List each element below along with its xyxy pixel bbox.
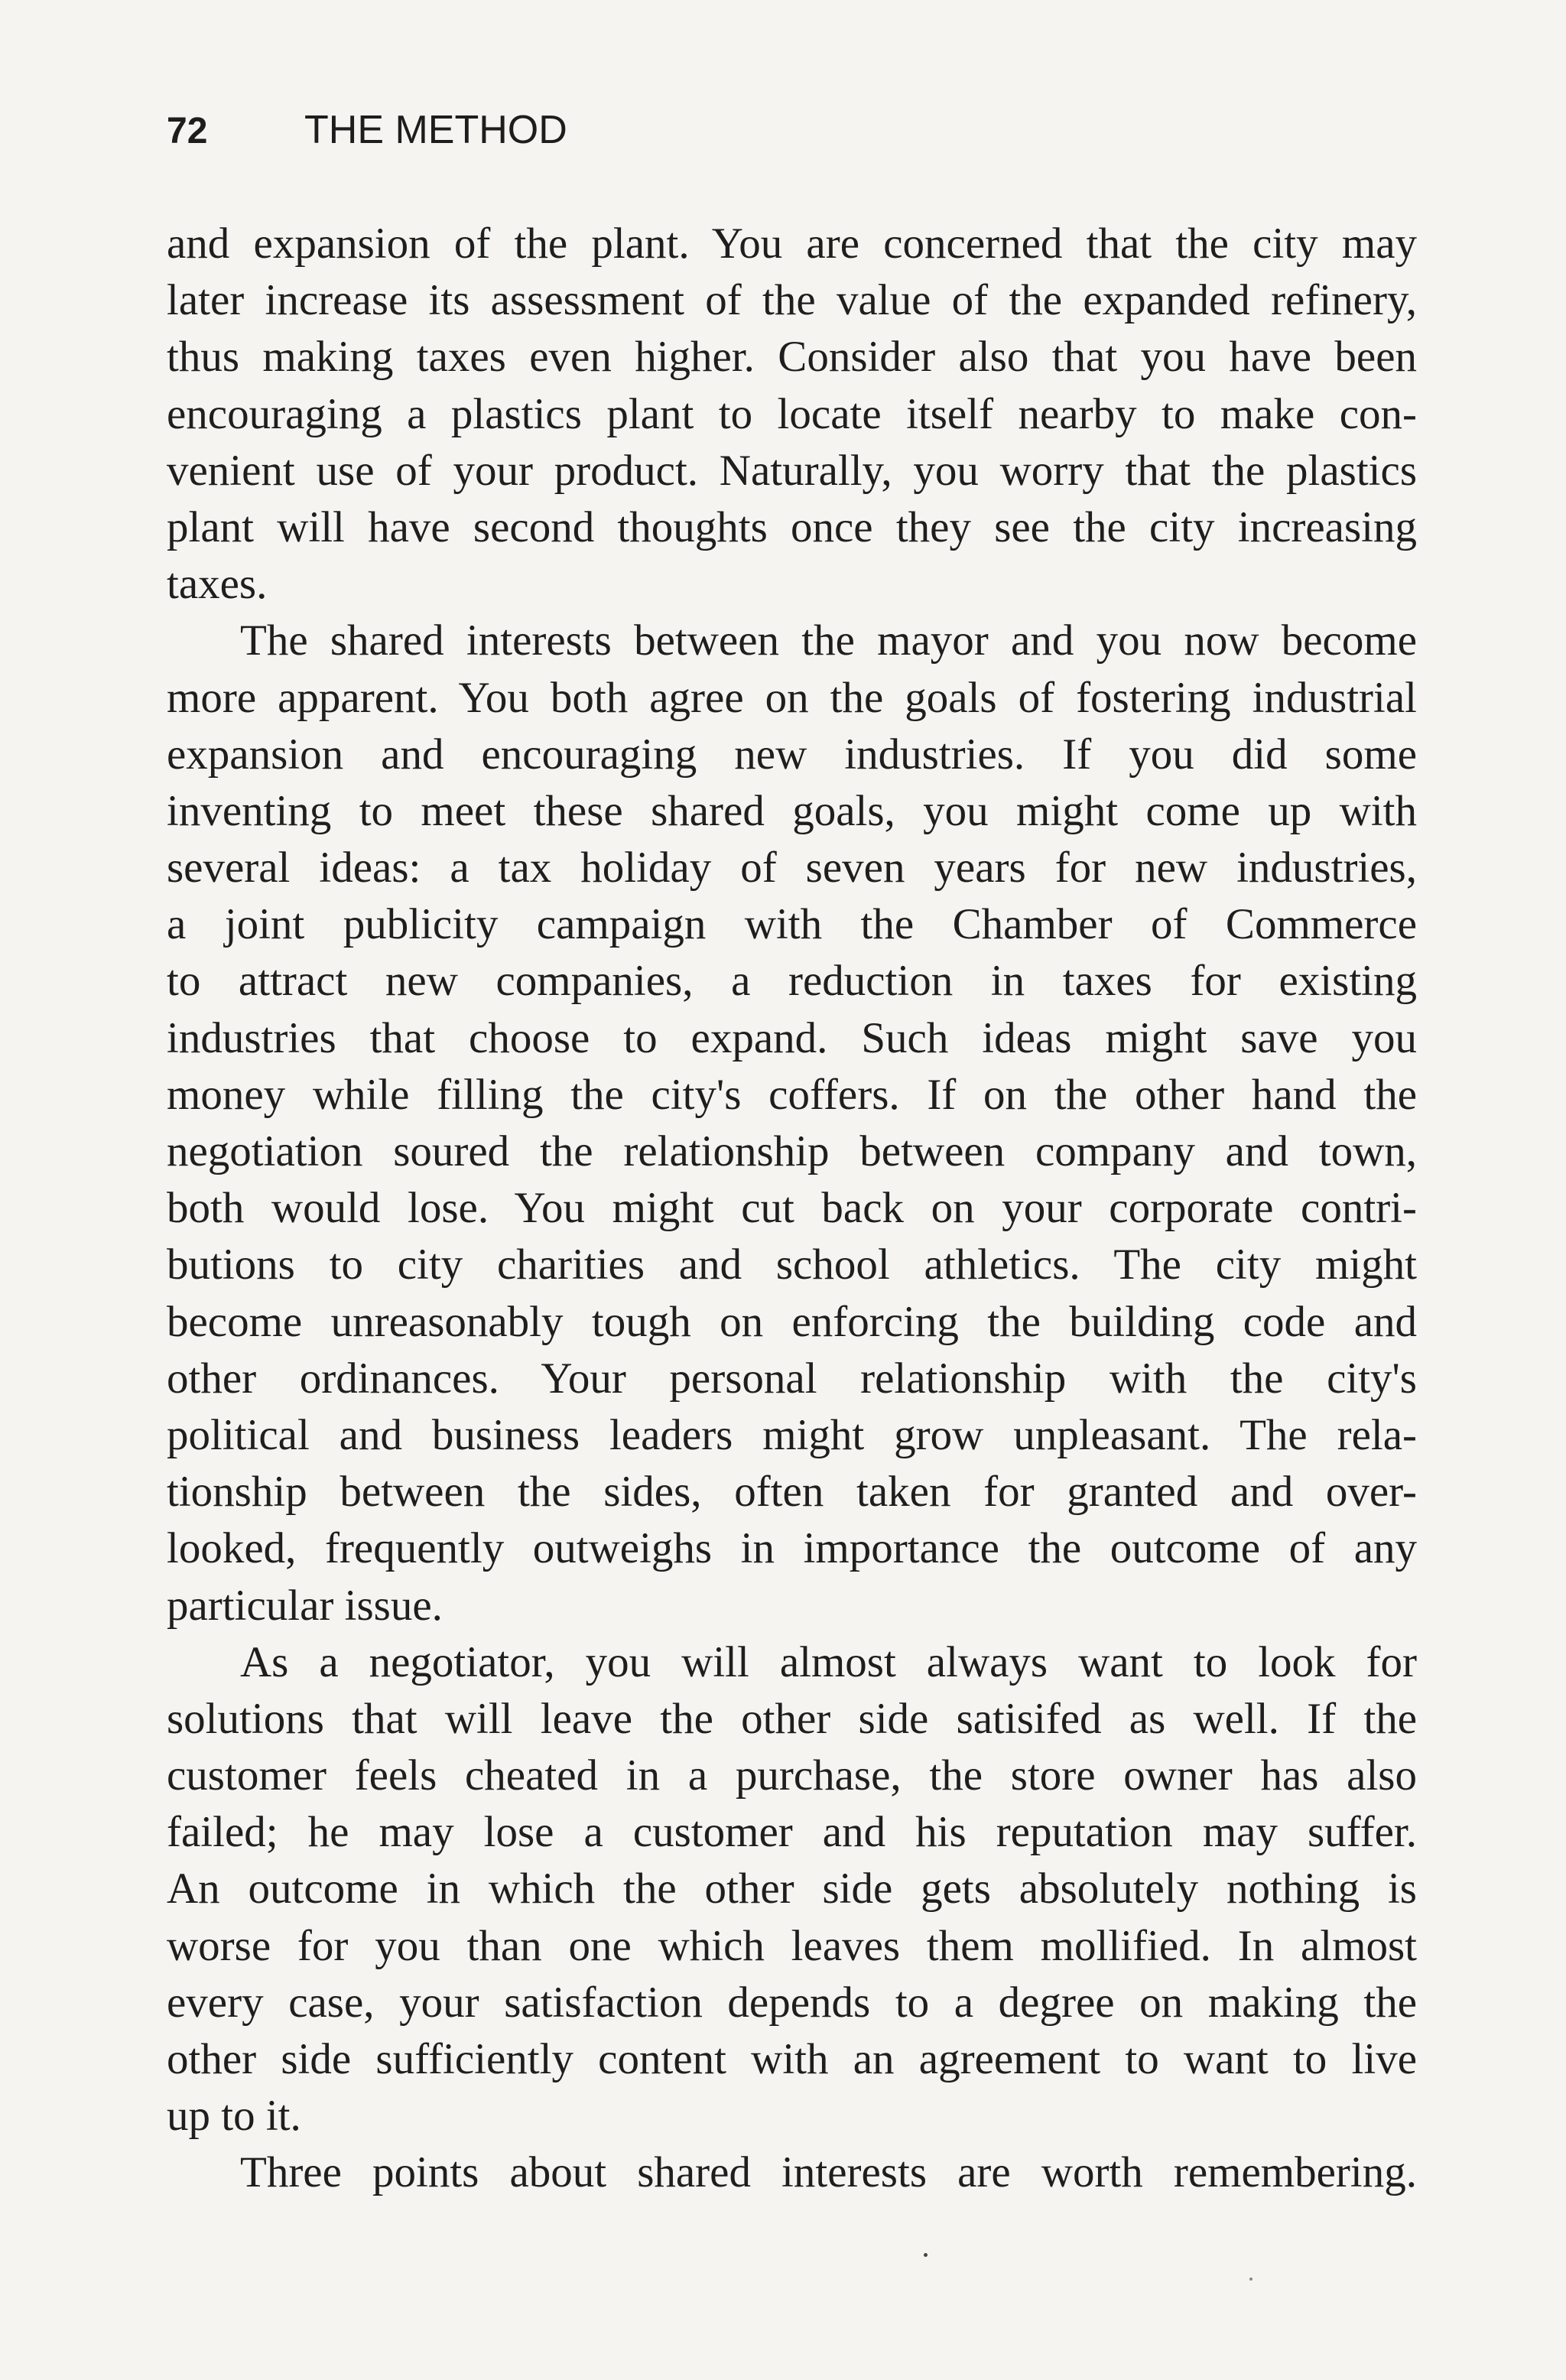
text-line: later increase its assessment of the value of the expanded refinery, [167, 276, 1417, 325]
text-line: particular issue. [167, 1581, 443, 1630]
text-line: tionship between the sides, often taken for granted and over- [167, 1468, 1417, 1517]
text-line: negotiation soured the relationship between company and town, [167, 1127, 1417, 1175]
print-speck [924, 2253, 928, 2257]
text-line: both would lose. You might cut back on your corporate contri- [167, 1184, 1417, 1233]
text-line: expansion and encouraging new industries. If you did some [167, 730, 1417, 779]
text-line: every case, your satisfaction depends to a degree on making the [167, 1978, 1417, 2027]
text-line: solutions that will leave the other side satisifed as well. If the [167, 1694, 1417, 1743]
text-line: The shared interests between the mayor and you now become [240, 616, 1417, 665]
text-line: butions to city charities and school athletics. The city might [167, 1240, 1417, 1289]
text-line: encouraging a plastics plant to locate itself nearby to make con- [167, 389, 1417, 438]
text-line: looked, frequently outweighs in importance the outcome of any [167, 1524, 1417, 1573]
text-line: plant will have second thoughts once they see the city increasing [167, 502, 1417, 551]
text-line: thus making taxes even higher. Consider also that you have been [167, 333, 1417, 382]
text-line: political and business leaders might grow unpleasant. The rela- [167, 1410, 1417, 1459]
text-line: As a negotiator, you will almost always want to look for [240, 1637, 1417, 1686]
text-line: failed; he may lose a customer and his reputation may suffer. [167, 1808, 1417, 1857]
text-line: other side sufficiently content with an agreement to want to live [167, 2035, 1417, 2083]
text-line: venient use of your product. Naturally, you worry that the plastics [167, 446, 1417, 495]
text-line: worse for you than one which leaves them mollified. In almost [167, 1921, 1417, 1970]
text-line: and expansion of the plant. You are concerned that the city may [167, 219, 1417, 268]
text-line: An outcome in which the other side gets absolutely nothing is [167, 1865, 1417, 1913]
text-line: taxes. [167, 560, 268, 609]
text-line: more apparent. You both agree on the goals of fostering industrial [167, 673, 1417, 722]
text-line: several ideas: a tax holiday of seven years for new industries, [167, 844, 1417, 892]
print-speck [1249, 2278, 1252, 2281]
text-line: inventing to meet these shared goals, you might come up with [167, 786, 1417, 835]
text-line: Three points about shared interests are worth remembering. [240, 2148, 1417, 2197]
text-line: to attract new companies, a reduction in taxes for existing [167, 957, 1417, 1006]
text-line: money while filling the city's coffers. If on the other hand the [167, 1070, 1417, 1119]
text-line: customer feels cheated in a purchase, the store owner has also [167, 1751, 1417, 1800]
running-head [167, 107, 567, 168]
section-title: THE METHOD [304, 108, 567, 152]
text-line: up to it. [167, 2092, 301, 2141]
text-line: industries that choose to expand. Such ideas might save you [167, 1013, 1417, 1062]
page-number: 72 [167, 111, 208, 151]
text-line: a joint publicity campaign with the Chamber of Commerce [167, 900, 1417, 949]
body-text [167, 216, 1417, 2202]
text-line: become unreasonably tough on enforcing the building code and [167, 1297, 1417, 1346]
text-line: other ordinances. Your personal relationship with the city's [167, 1354, 1417, 1403]
